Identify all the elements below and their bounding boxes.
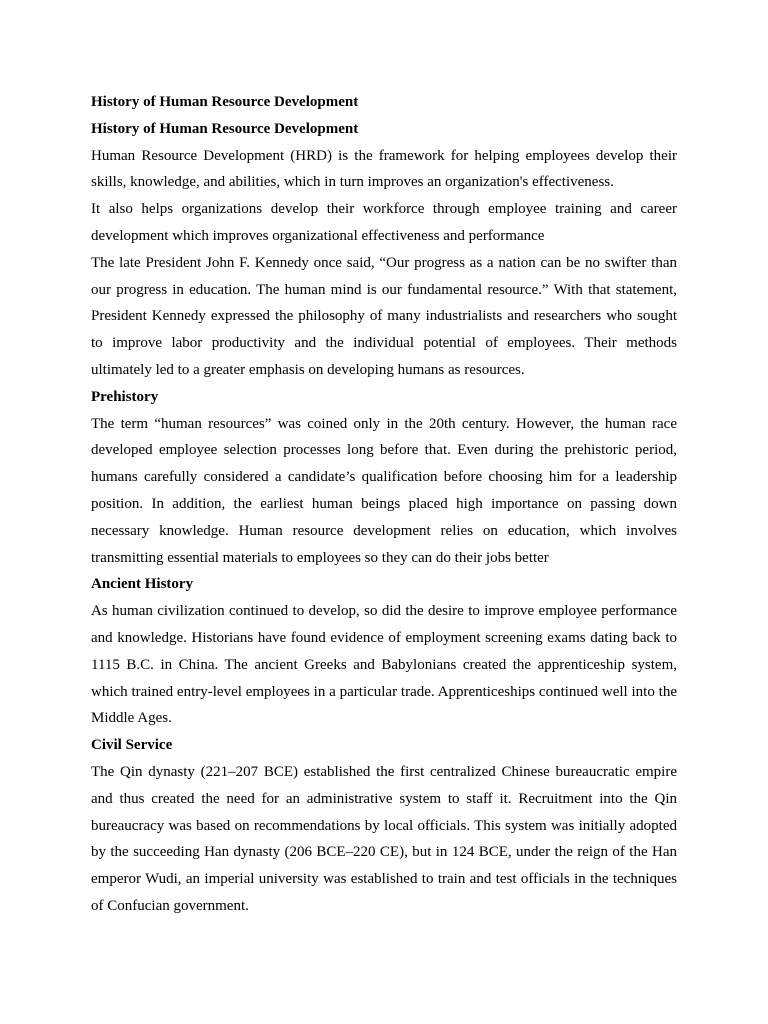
document-page (91, 89, 677, 920)
section-heading-civil-service: Civil Service (91, 737, 173, 754)
document-subtitle: History of Human Resource Development (91, 120, 359, 137)
section-heading-ancient-history: Ancient History (91, 576, 194, 593)
intro-paragraph-3: The late President John F. Kennedy once said, “Our progress as a nation can be no swifter than our progress in education. The human mind is our fundamental resource.” With that statement, President Kennedy expressed the philosophy of many industrialists and researchers who sought to improve labor productivity and the individual potential of employees. Their methods ultimately led to a greater emphasis on developing humans as resources. (91, 254, 677, 378)
section-body-prehistory: The term “human resources” was coined only in the 20th century. However, the human race developed employee selection processes long before that. Even during the prehistoric period, humans carefully considered a candidate’s qualification before choosing him for a leadership position. In addition, the earliest human beings placed high importance on passing down necessary knowledge. Human resource development relies on education, which involves transmitting essential materials to employees so they can do their jobs better (91, 415, 677, 566)
intro-paragraph-2: It also helps organizations develop their workforce through employee training and career development which improves organizational effectiveness and performance (91, 201, 677, 244)
section-body-civil-service: The Qin dynasty (221–207 BCE) established the first centralized Chinese bureaucratic empire and thus created the need for an administrative system to staff it. Recruitment into the Qin bureaucracy was based on recommendations by local officials. This system was initially adopted by the succeeding Han dynasty (206 BCE–220 CE), but in 124 BCE, under the reign of the Han emperor Wudi, an imperial university was established to train and test officials in the techniques of Confucian government. (91, 763, 677, 914)
document-title: History of Human Resource Development (91, 94, 359, 110)
intro-paragraph-1: Human Resource Development (HRD) is the framework for helping employees develop their skills, knowledge, and abilities, which in turn improves an organization's effectiveness. (91, 147, 677, 191)
section-body-ancient-history: As human civilization continued to develop, so did the desire to improve employee performance and knowledge. Historians have found evidence of employment screening exams dating back to 1115 B.C. in China. The ancient Greeks and Babylonians created the apprenticeship system, which trained entry-level employees in a particular trade. Apprenticeships continued well into the Middle Ages. (91, 603, 677, 727)
section-heading-prehistory: Prehistory (91, 388, 159, 405)
